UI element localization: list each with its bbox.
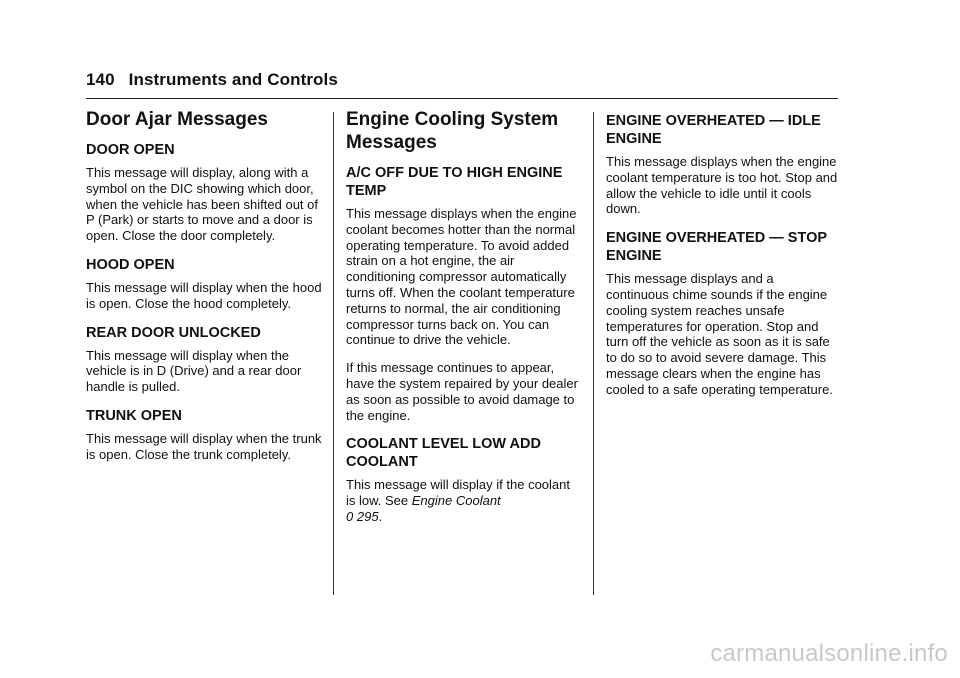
section-trunk-open	[86, 407, 322, 463]
column-divider-1	[333, 112, 334, 595]
section-body: This message displays and a continuous chime sounds if the engine cooling system reaches unsafe temperatures for operation. Stop and turn off the vehicle as soon as it is safe to do so to avoid severe damage. This message clears when the engine has cooled to a safe operating temperature.	[606, 271, 833, 397]
xref-text: Engine Coolant	[411, 493, 501, 509]
section-body-2: If this message continues to appear, have the system repaired by your dealer as soon as possible to avoid damage to the engine.	[346, 360, 578, 423]
section-title: Instruments and Controls	[128, 70, 338, 89]
section-hood-open	[86, 256, 322, 312]
column-2	[346, 108, 582, 537]
section-door-open	[86, 141, 322, 244]
section-body: This message will display when the hood is open. Close the hood completely.	[86, 279, 322, 311]
column-1	[86, 108, 322, 475]
body-lead: This message will display if the coolant is low. See	[346, 477, 570, 509]
section-heading: A/C OFF DUE TO HIGH ENGINE TEMP	[346, 165, 563, 199]
section-heading: REAR DOOR UNLOCKED	[86, 324, 261, 341]
section-heading: HOOD OPEN	[86, 256, 175, 273]
section-heading: ENGINE OVERHEATED — IDLE ENGINE	[606, 113, 821, 147]
section-heading: ENGINE OVERHEATED — STOP ENGINE	[606, 230, 827, 265]
header-rule	[86, 98, 838, 99]
section-body	[346, 477, 582, 524]
section-heading: TRUNK OPEN	[86, 407, 182, 424]
section-body: This message displays when the engine coolant becomes hotter than the normal operating temperature. To avoid added strain on a hot engine, the air conditioning compressor automatically turns off. When the coolant temperature returns to normal, the air conditioning compressor turns back on. You can continue to drive the vehicle.	[346, 206, 577, 348]
section-rear-door-unlocked	[86, 324, 322, 395]
page-ref-icon: 0	[346, 508, 354, 524]
page-number: 140	[86, 70, 115, 89]
section-coolant-low	[346, 435, 582, 524]
section-body: This message displays when the engine coolant temperature is too hot. Stop and allow the vehicle to idle until it cools down.	[606, 154, 838, 217]
section-heading: DOOR OPEN	[86, 142, 175, 158]
column-3	[606, 108, 838, 410]
door-ajar-title: Door Ajar Messages	[86, 109, 268, 130]
section-body: This message will display when the trunk is open. Close the trunk completely.	[86, 430, 322, 462]
section-heading: COOLANT LEVEL LOW ADD COOLANT	[346, 436, 541, 471]
section-body: This message will display when the vehicle is in D (Drive) and a rear door handle is pulled.	[86, 347, 302, 395]
column-divider-2	[593, 112, 594, 595]
section-overheated-idle	[606, 112, 838, 217]
body-tail: .	[378, 508, 383, 524]
xref-page: 295	[356, 508, 379, 524]
section-overheated-stop	[606, 229, 838, 397]
engine-cooling-title: Engine Cooling System Messages	[346, 109, 559, 153]
section-ac-off	[346, 164, 582, 423]
section-body: This message will display, along with a symbol on the DIC showing which door, when the vehicle has been shifted out of P (Park) or starts to move and a door is open. Close the door completely.	[86, 165, 318, 244]
page-header	[86, 70, 838, 90]
site-watermark: carmanualsonline.info	[710, 640, 948, 667]
